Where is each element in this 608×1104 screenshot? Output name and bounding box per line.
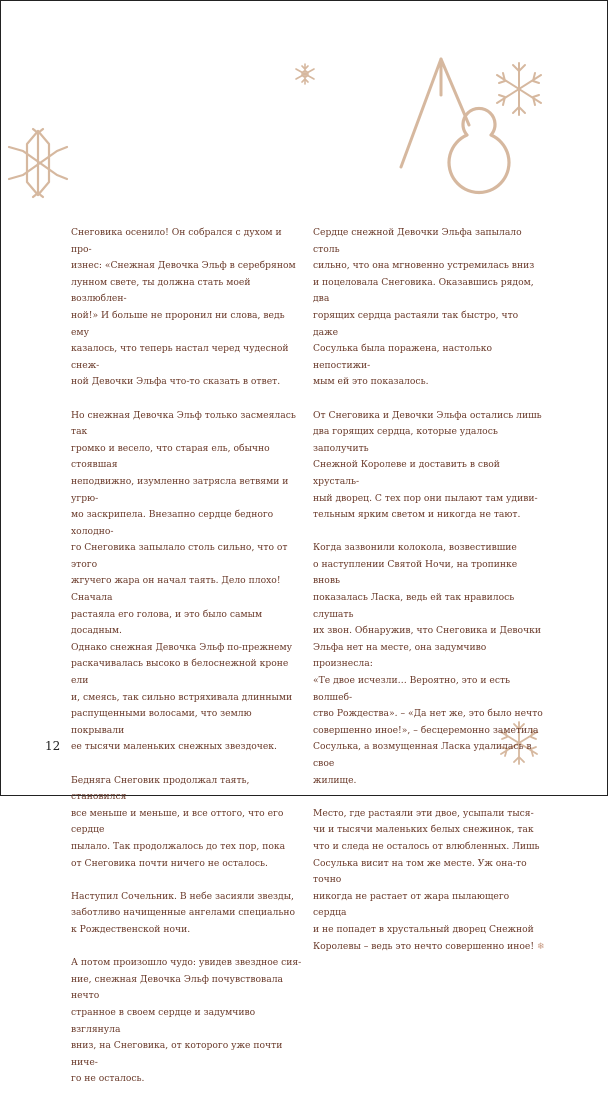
snowflake-right-icon [493, 59, 545, 119]
end-snowflake-icon: ❄ [536, 941, 545, 952]
paragraph: Сердце снежной Девочки Эльфа запылало столь сильно, что она мгновенно устремилась вниз и поцеловала Снеговика. Оказавшись рядом, два горящих сердца растаяли так быстро, что даже Сосулька была поражена, настолько непостижи- мым ей это показалось. [313, 227, 535, 388]
snowflake-small-icon [294, 63, 316, 85]
text-column-left [71, 225, 303, 1104]
paragraph: Снеговика осенило! Он собрался с духом и про- изнес: «Снежная Девочка Эльф в серебряном лунном свете, ты должна стать моей возлюблен- ной!» И больше не проронил ни слова, ведь ему казалось, что теперь настал черед чудесной снеж- ной Девочки Эльфа что-то сказать в ответ. [71, 227, 296, 388]
paragraph: От Снеговика и Девочки Эльфа остались лишь два горящих сердца, которые удалось заполучить Снежной Королеве и доставить в свой хрусталь- ный дворец. С тех пор они пылают там удиви- тельным ярким светом и никогда не тают. [313, 409, 542, 521]
snowflake-large-left-icon [5, 127, 71, 199]
paragraph-text: Место, где растаяли эти двое, усыпали тыся- чи и тысячи маленьких белых снежинок, так что и следа не осталось от влюбленных. Лишь Сосулька висит на том же месте. Уж она-то точно никогда не растает от жара пылающего сердца и не попадет в хрустальный дворец Снежной Королевы – ведь это нечто совершенно иное! [313, 807, 540, 952]
paragraph: Наступил Сочельник. В небе засияли звезды, заботливо начищенные ангелами специально к Рождественской ночи. [71, 890, 295, 935]
text-column-right [313, 225, 545, 972]
paragraph: Бедняга Снеговик продолжал таять, становился все меньше и меньше, и все оттого, что его сердце пылало. Так продолжалось до тех пор, пока от Снеговика почти ничего не осталось. [71, 774, 286, 869]
paragraph: А потом произошло чудо: увидев звездное сия- ние, снежная Девочка Эльф почувствовала нечто странное в своем сердце и задумчиво взглянула вниз, на Снеговика, от которого уже почти ниче- го не осталось. [71, 957, 302, 1085]
paragraph-last [313, 806, 545, 955]
page-number: 12 [45, 739, 61, 753]
paragraph: Но снежная Девочка Эльф только засмеялась так громко и весело, что старая ель, обычно стоявшая неподвижно, изумленно затрясла ветвями и угрю- мо заскрипела. Внезапно сердце бедного холодно- го Снеговика запылало столь сильно, что от этого жгучего жара он начал таять. Дело плохо! Сначала растаяла его голова, и это было самым досадным. Однако снежная Девочка Эльф по-прежнему раскачивалась высоко в белоснежной кроне ели и, смеясь, так сильно встряхивала длинными распущенными волосами, что землю покрывали ее тысячи маленьких снежных звездочек. [71, 409, 296, 753]
paragraph: Когда зазвонили колокола, возвестившие о наступлении Святой Ночи, на тропинке вновь показалась Ласка, ведь ей так нравилось слушать их звон. Обнаружив, что Снеговика и Девочки Эльфа нет на месте, она задумчиво произнесла: «Те двое исчезли… Вероятно, это и есть волшеб- ство Рождества». – «Да нет же, это было нечто совершенно иное!», – бесцеремонно заметила Сосулька, а возмущенная Ласка удалилась в свое жилище. [313, 542, 543, 786]
